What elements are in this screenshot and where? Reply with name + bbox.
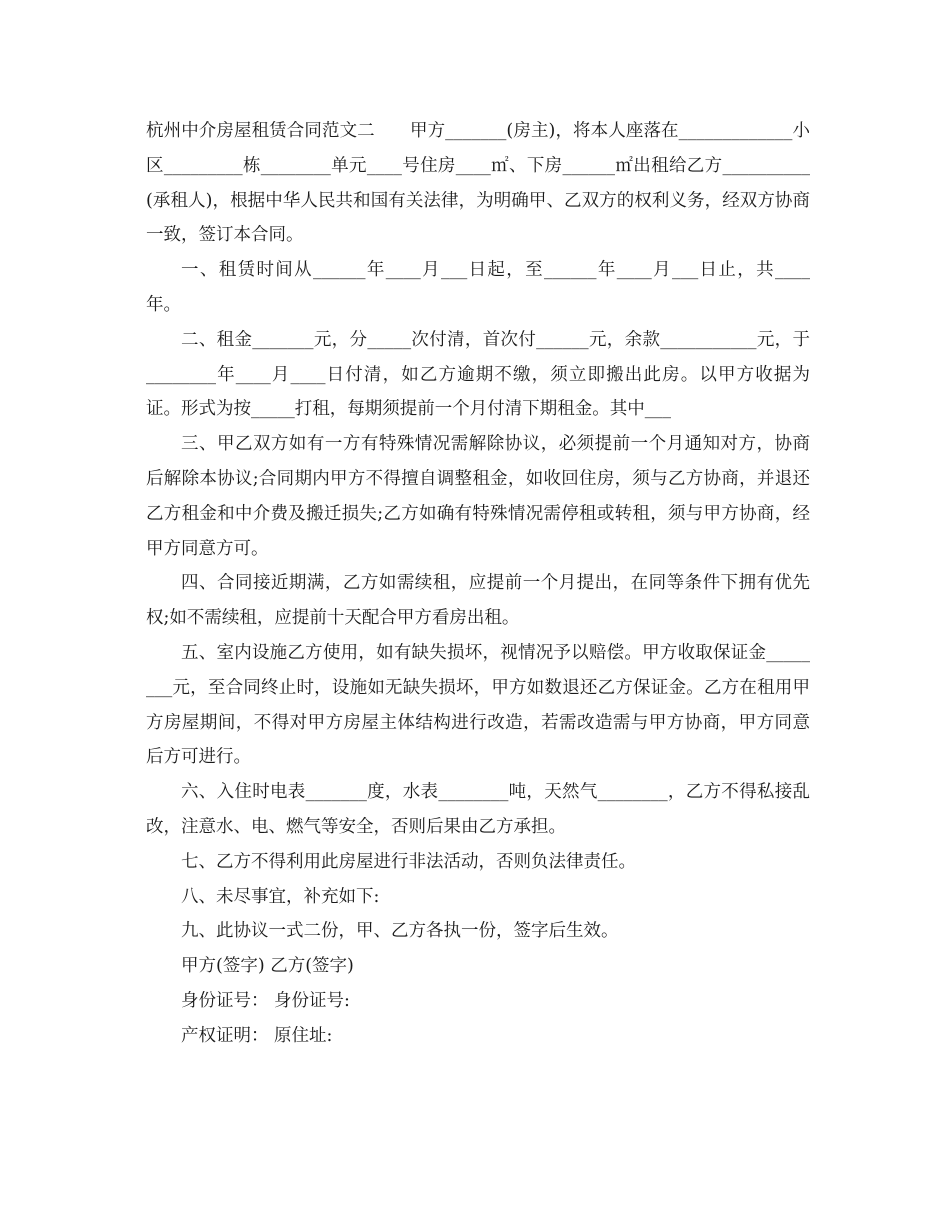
clause-2: 二、租金_______元，分_____次付清，首次付______元，余款___________元，于________年____月____日付清，如乙方逾期不缴，须立即搬出此房。以甲方收据为证。形式为按_____打租，每期须提前一个月付清下期租金。其中___ xyxy=(146,329,810,420)
document-body xyxy=(146,114,810,1054)
property-proof-line: 产权证明： 原住址: xyxy=(181,1025,333,1046)
clause-8: 八、未尽事宜，补充如下: xyxy=(181,886,380,907)
clause-4: 四、合同接近期满，乙方如需续租，应提前一个月提出，在同等条件下拥有优先权;如不需续租，应提前十天配合甲方看房出租。 xyxy=(146,573,810,629)
clause-9: 九、此协议一式二份，甲、乙方各执一份，签字后生效。 xyxy=(181,921,619,942)
clause-7: 七、乙方不得利用此房屋进行非法活动，否则负法律责任。 xyxy=(181,851,636,872)
clause-6: 六、入住时电表_______度，水表________吨，天然气________，乙方不得私接乱改，注意水、电、燃气等安全，否则后果由乙方承担。 xyxy=(146,782,810,837)
clause-5: 五、室内设施乙方使用，如有缺失损坏，视情况予以赔偿。甲方收取保证金________元，至合同终止时，设施如无缺失损坏，甲方如数退还乙方保证金。乙方在租用甲方房屋期间，不得对甲方房屋主体结构进行改造，若需改造需与甲方协商，甲方同意后方可进行。 xyxy=(146,642,810,768)
clause-1: 一、租赁时间从______年____月___日起，至______年____月___日止，共____年。 xyxy=(146,260,810,315)
contract-intro: 杭州中介房屋租赁合同范文二 甲方_______(房主)，将本人座落在_____________小区_________栋________单元____号住房____㎡、下房______㎡出租给乙方__________(承租人)，根据中华人民共和国有关法律，为明确甲、乙双方的权利义务，经双方协商一致，签订本合同。 xyxy=(146,121,810,246)
id-number-line: 身份证号： 身份证号: xyxy=(181,990,350,1011)
clause-3: 三、甲乙双方如有一方有特殊情况需解除协议，必须提前一个月通知对方，协商后解除本协议;合同期内甲方不得擅自调整租金，如收回住房，须与乙方协商，并退还乙方租金和中介费及搬迁损失;乙方如确有特殊情况需停租或转租，须与甲方协商，经甲方同意方可。 xyxy=(146,434,810,559)
signature-line: 甲方(签字) 乙方(签字) xyxy=(181,956,354,977)
